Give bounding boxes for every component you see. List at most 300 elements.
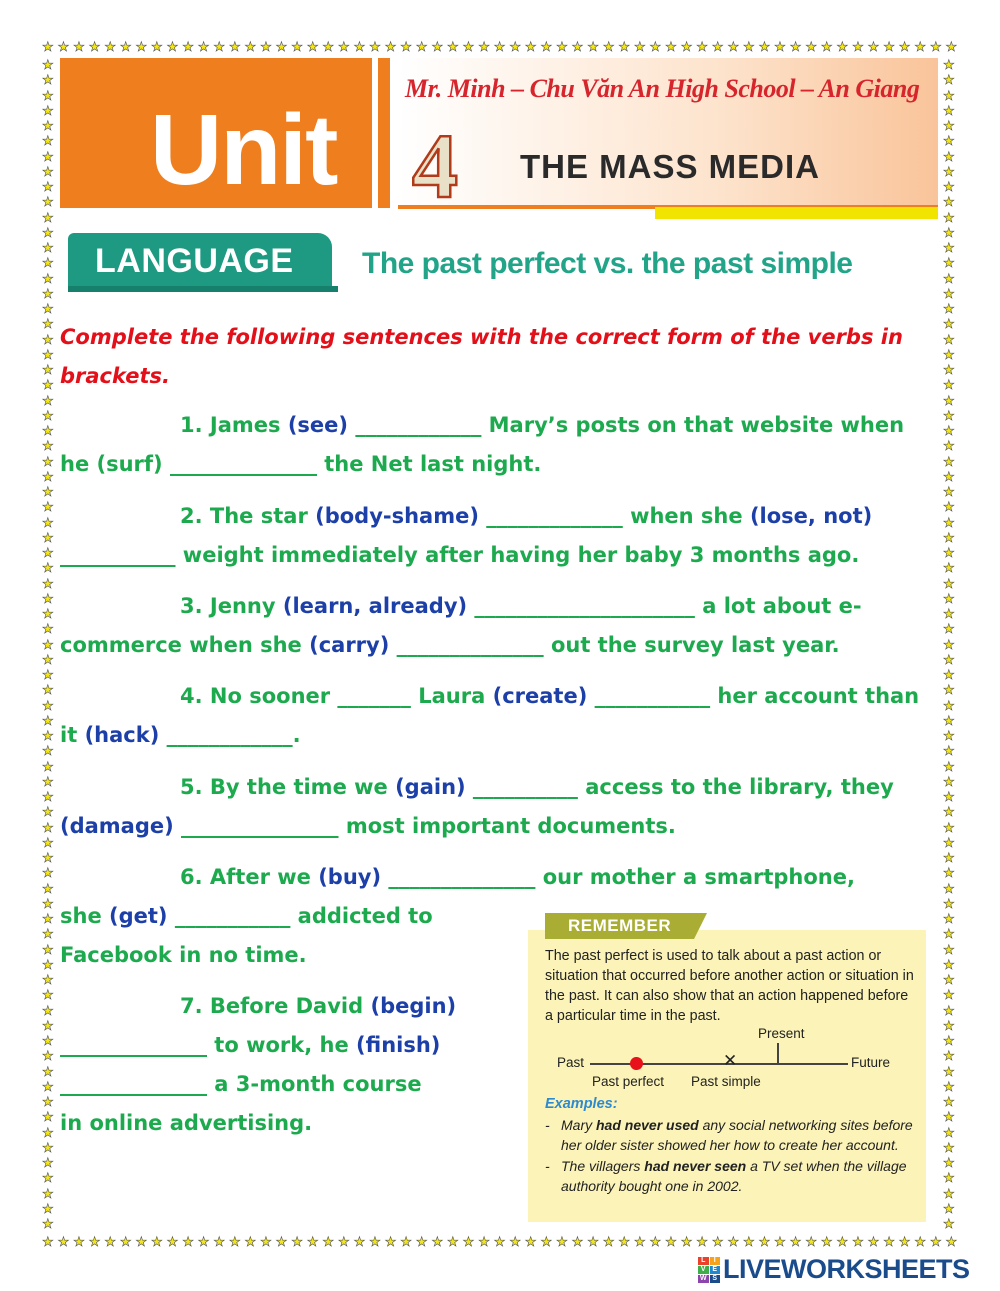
question-6: 6. After we (buy) ______________ our mother a smartphone, she (get) ___________ addicted to Facebook in no time. xyxy=(60,865,855,967)
star-icon: ★ xyxy=(509,1234,521,1249)
example-2: - The villagers had never seen a TV set when the village authority bought one in 2002. xyxy=(545,1158,907,1194)
star-icon: ★ xyxy=(42,285,54,301)
star-icon: ★ xyxy=(42,728,54,743)
star-icon: ★ xyxy=(42,773,54,789)
star-icon: ★ xyxy=(431,1234,444,1249)
star-icon: ★ xyxy=(42,423,54,438)
star-icon: ★ xyxy=(943,545,955,560)
star-icon: ★ xyxy=(42,468,54,484)
star-icon: ★ xyxy=(197,39,210,54)
star-icon: ★ xyxy=(42,453,54,469)
star-icon: ★ xyxy=(447,39,459,54)
star-icon: ★ xyxy=(228,1234,241,1249)
star-icon: ★ xyxy=(820,1234,833,1249)
timeline-axis xyxy=(590,1063,848,1065)
star-icon: ★ xyxy=(337,1234,350,1249)
star-icon: ★ xyxy=(556,1234,568,1249)
star-icon: ★ xyxy=(943,972,955,987)
star-icon: ★ xyxy=(322,39,335,54)
star-icon: ★ xyxy=(696,1234,708,1249)
star-icon: ★ xyxy=(943,575,955,591)
star-icon: ★ xyxy=(322,1234,335,1249)
examples-list xyxy=(545,1116,920,1198)
star-icon: ★ xyxy=(943,179,955,194)
star-icon: ★ xyxy=(431,39,444,54)
star-icon: ★ xyxy=(943,987,955,1003)
star-icon: ★ xyxy=(42,1063,54,1079)
star-icon: ★ xyxy=(743,1234,755,1249)
star-icon: ★ xyxy=(42,651,54,667)
star-icon: ★ xyxy=(943,1155,955,1170)
timeline-future-label: Future xyxy=(851,1055,891,1070)
star-icon: ★ xyxy=(42,987,54,1003)
star-icon: ★ xyxy=(42,926,54,942)
star-icon: ★ xyxy=(42,895,54,911)
star-icon: ★ xyxy=(945,39,958,54)
star-icon: ★ xyxy=(42,377,54,393)
star-icon: ★ xyxy=(42,133,54,149)
star-icon: ★ xyxy=(867,1234,880,1249)
timeline-past-perfect-dot xyxy=(630,1057,643,1070)
star-icon: ★ xyxy=(943,1200,955,1216)
star-icon: ★ xyxy=(943,850,955,865)
timeline-past-simple-mark: ✕ xyxy=(723,1051,738,1071)
star-icon: ★ xyxy=(587,39,599,54)
star-icon: ★ xyxy=(943,697,955,713)
star-icon: ★ xyxy=(42,636,54,652)
star-icon: ★ xyxy=(42,407,54,423)
star-icon: ★ xyxy=(883,1234,895,1249)
star-icon: ★ xyxy=(943,118,955,133)
star-icon: ★ xyxy=(680,1234,693,1249)
timeline-present-label: Present xyxy=(758,1026,805,1041)
star-icon: ★ xyxy=(680,39,693,54)
star-icon: ★ xyxy=(943,911,955,926)
star-icon: ★ xyxy=(353,39,366,54)
star-icon: ★ xyxy=(42,362,54,377)
star-icon: ★ xyxy=(943,834,955,850)
star-icon: ★ xyxy=(337,39,350,54)
star-icon: ★ xyxy=(943,1048,955,1064)
star-icon: ★ xyxy=(462,1234,475,1249)
star-icon: ★ xyxy=(836,39,849,54)
star-icon: ★ xyxy=(943,87,955,103)
star-icon: ★ xyxy=(943,1185,955,1201)
star-icon: ★ xyxy=(943,956,955,972)
star-icon: ★ xyxy=(42,255,54,271)
star-icon: ★ xyxy=(943,880,955,896)
star-icon: ★ xyxy=(42,590,54,606)
section-tab-base xyxy=(68,286,338,292)
star-icon: ★ xyxy=(943,667,955,682)
star-icon: ★ xyxy=(758,39,771,54)
star-icon: ★ xyxy=(711,1234,724,1249)
star-icon: ★ xyxy=(42,102,54,118)
star-icon: ★ xyxy=(119,1234,132,1249)
star-icon: ★ xyxy=(758,1234,771,1249)
star-icon: ★ xyxy=(898,1234,911,1249)
star-icon: ★ xyxy=(943,1063,955,1079)
star-icon: ★ xyxy=(384,39,397,54)
star-icon: ★ xyxy=(57,1234,70,1249)
star-icon: ★ xyxy=(42,1002,54,1018)
star-icon: ★ xyxy=(943,682,955,698)
star-icon: ★ xyxy=(42,148,54,164)
star-icon: ★ xyxy=(805,1234,817,1249)
star-icon: ★ xyxy=(943,728,955,743)
star-border-bottom xyxy=(42,1235,958,1248)
star-icon: ★ xyxy=(943,514,955,530)
timeline-past-simple-label: Past simple xyxy=(691,1074,761,1089)
star-icon: ★ xyxy=(943,758,955,774)
star-icon: ★ xyxy=(400,1234,412,1249)
question-5: 5. By the time we (gain) __________ access to the library, they (damage) _______________ most important documents. xyxy=(60,775,894,838)
question-4: 4. No sooner _______ Laura (create) ___________ her account than it (hack) ____________. xyxy=(60,684,920,747)
star-icon: ★ xyxy=(42,72,54,88)
star-icon: ★ xyxy=(743,39,755,54)
star-icon: ★ xyxy=(88,1234,101,1249)
star-icon: ★ xyxy=(42,57,54,72)
star-icon: ★ xyxy=(943,209,955,225)
question-7: 7. Before David (begin) ______________ to work, he (finish) ______________ a 3-month course in online advertising. xyxy=(60,994,457,1135)
star-icon: ★ xyxy=(587,1234,599,1249)
star-icon: ★ xyxy=(42,1033,54,1048)
star-icon: ★ xyxy=(182,39,194,54)
star-icon: ★ xyxy=(478,39,490,54)
star-icon: ★ xyxy=(943,1170,955,1186)
star-icon: ★ xyxy=(42,804,54,820)
star-icon: ★ xyxy=(493,39,506,54)
star-icon: ★ xyxy=(943,285,955,301)
star-icon: ★ xyxy=(42,789,54,804)
star-icon: ★ xyxy=(42,301,54,316)
star-icon: ★ xyxy=(602,1234,615,1249)
star-icon: ★ xyxy=(42,682,54,698)
star-icon: ★ xyxy=(943,270,955,286)
star-icon: ★ xyxy=(42,1216,54,1231)
star-icon: ★ xyxy=(42,575,54,591)
star-icon: ★ xyxy=(42,819,54,835)
section-tab-label: LANGUAGE xyxy=(95,242,294,280)
star-icon: ★ xyxy=(943,194,955,210)
star-icon: ★ xyxy=(42,224,54,240)
star-icon: ★ xyxy=(478,1234,490,1249)
star-icon: ★ xyxy=(789,39,802,54)
star-icon: ★ xyxy=(943,407,955,423)
star-icon: ★ xyxy=(42,1155,54,1170)
star-icon: ★ xyxy=(42,163,54,179)
star-icon: ★ xyxy=(943,1033,955,1048)
star-icon: ★ xyxy=(306,1234,319,1249)
star-icon: ★ xyxy=(945,1234,958,1249)
star-icon: ★ xyxy=(42,331,54,347)
star-icon: ★ xyxy=(275,1234,288,1249)
star-icon: ★ xyxy=(509,39,521,54)
star-icon: ★ xyxy=(213,1234,226,1249)
star-icon: ★ xyxy=(711,39,724,54)
star-icon: ★ xyxy=(789,1234,802,1249)
star-icon: ★ xyxy=(447,1234,459,1249)
star-icon: ★ xyxy=(943,819,955,835)
star-icon: ★ xyxy=(943,301,955,316)
star-icon: ★ xyxy=(42,316,54,332)
star-icon: ★ xyxy=(353,1234,366,1249)
star-icon: ★ xyxy=(42,758,54,774)
star-icon: ★ xyxy=(42,712,54,728)
example-1: - Mary had never used any social networking sites before her older sister showed her how to create her account. xyxy=(545,1117,913,1153)
star-icon: ★ xyxy=(943,606,955,621)
star-icon: ★ xyxy=(665,39,677,54)
star-icon: ★ xyxy=(42,621,54,637)
star-icon: ★ xyxy=(571,1234,584,1249)
timeline-present-tick xyxy=(777,1043,779,1064)
star-icon: ★ xyxy=(943,1078,955,1094)
star-icon: ★ xyxy=(943,865,955,881)
star-icon: ★ xyxy=(943,804,955,820)
star-icon: ★ xyxy=(943,621,955,637)
star-icon: ★ xyxy=(151,1234,163,1249)
star-icon: ★ xyxy=(42,1185,54,1201)
star-icon: ★ xyxy=(633,39,646,54)
star-icon: ★ xyxy=(943,240,955,255)
star-border-left xyxy=(42,58,54,1230)
star-icon: ★ xyxy=(943,224,955,240)
star-icon: ★ xyxy=(151,39,163,54)
star-icon: ★ xyxy=(42,514,54,530)
liveworksheets-logo[interactable] xyxy=(698,1254,970,1285)
star-icon: ★ xyxy=(943,133,955,149)
star-icon: ★ xyxy=(166,1234,179,1249)
star-icon: ★ xyxy=(943,1002,955,1018)
star-icon: ★ xyxy=(73,1234,85,1249)
star-icon: ★ xyxy=(42,438,54,454)
star-icon: ★ xyxy=(42,697,54,713)
star-icon: ★ xyxy=(836,1234,849,1249)
liveworksheets-brand: LIVEWORKSHEETS xyxy=(723,1254,970,1284)
star-icon: ★ xyxy=(633,1234,646,1249)
star-icon: ★ xyxy=(42,865,54,881)
star-icon: ★ xyxy=(943,636,955,652)
star-icon: ★ xyxy=(42,270,54,286)
timeline-past-perfect-label: Past perfect xyxy=(592,1074,665,1089)
star-icon: ★ xyxy=(943,484,955,499)
star-icon: ★ xyxy=(135,39,148,54)
star-icon: ★ xyxy=(665,1234,677,1249)
star-icon: ★ xyxy=(943,1139,955,1155)
star-icon: ★ xyxy=(618,39,631,54)
banner-divider xyxy=(372,58,378,208)
star-icon: ★ xyxy=(524,1234,537,1249)
star-icon: ★ xyxy=(42,1094,54,1109)
star-icon: ★ xyxy=(306,39,319,54)
star-icon: ★ xyxy=(943,651,955,667)
star-icon: ★ xyxy=(774,39,786,54)
star-icon: ★ xyxy=(774,1234,786,1249)
star-icon: ★ xyxy=(943,560,955,576)
star-icon: ★ xyxy=(943,392,955,408)
star-icon: ★ xyxy=(42,529,54,545)
star-icon: ★ xyxy=(943,438,955,454)
star-icon: ★ xyxy=(602,39,615,54)
star-icon: ★ xyxy=(415,1234,428,1249)
star-icon: ★ xyxy=(820,39,833,54)
star-icon: ★ xyxy=(943,499,955,515)
star-icon: ★ xyxy=(42,484,54,499)
star-icon: ★ xyxy=(649,39,662,54)
star-icon: ★ xyxy=(182,1234,194,1249)
star-icon: ★ xyxy=(42,606,54,621)
star-icon: ★ xyxy=(914,1234,927,1249)
star-icon: ★ xyxy=(42,499,54,515)
star-icon: ★ xyxy=(883,39,895,54)
star-icon: ★ xyxy=(914,39,927,54)
star-icon: ★ xyxy=(42,1048,54,1064)
star-icon: ★ xyxy=(42,911,54,926)
star-icon: ★ xyxy=(42,1200,54,1216)
star-icon: ★ xyxy=(42,1109,54,1125)
star-icon: ★ xyxy=(571,39,584,54)
star-icon: ★ xyxy=(943,377,955,393)
instruction: Complete the following sentences with the correct form of the verbs in brackets. xyxy=(60,325,903,388)
star-icon: ★ xyxy=(42,87,54,103)
star-icon: ★ xyxy=(42,545,54,560)
star-icon: ★ xyxy=(540,39,553,54)
star-icon: ★ xyxy=(42,1234,54,1249)
star-icon: ★ xyxy=(649,1234,662,1249)
star-icon: ★ xyxy=(943,1124,955,1140)
star-icon: ★ xyxy=(291,1234,303,1249)
star-icon: ★ xyxy=(42,880,54,896)
star-icon: ★ xyxy=(943,773,955,789)
star-icon: ★ xyxy=(943,743,955,759)
star-icon: ★ xyxy=(943,590,955,606)
unit-word: Unit xyxy=(150,94,337,206)
star-icon: ★ xyxy=(943,331,955,347)
star-icon: ★ xyxy=(943,468,955,484)
star-icon: ★ xyxy=(943,1094,955,1109)
star-icon: ★ xyxy=(42,179,54,194)
star-icon: ★ xyxy=(228,39,241,54)
star-icon: ★ xyxy=(197,1234,210,1249)
star-icon: ★ xyxy=(42,118,54,133)
author-line: Mr. Minh – Chu Văn An High School – An Giang xyxy=(405,74,920,103)
star-icon: ★ xyxy=(135,1234,148,1249)
unit-number: 4 xyxy=(412,115,458,217)
star-icon: ★ xyxy=(244,39,257,54)
star-icon: ★ xyxy=(42,667,54,682)
star-icon: ★ xyxy=(73,39,85,54)
star-icon: ★ xyxy=(400,39,412,54)
star-icon: ★ xyxy=(42,1017,54,1033)
banner-highlight-bar xyxy=(655,207,938,219)
star-icon: ★ xyxy=(384,1234,397,1249)
star-icon: ★ xyxy=(42,850,54,865)
star-icon: ★ xyxy=(244,1234,257,1249)
star-icon: ★ xyxy=(852,39,864,54)
liveworksheets-icon: L I V E W S xyxy=(698,1257,720,1283)
star-icon: ★ xyxy=(42,209,54,225)
star-icon: ★ xyxy=(727,39,740,54)
star-icon: ★ xyxy=(42,1078,54,1094)
star-icon: ★ xyxy=(42,1124,54,1140)
star-icon: ★ xyxy=(727,1234,740,1249)
star-icon: ★ xyxy=(943,895,955,911)
star-icon: ★ xyxy=(42,194,54,210)
star-icon: ★ xyxy=(943,1109,955,1125)
star-icon: ★ xyxy=(88,39,101,54)
star-icon: ★ xyxy=(493,1234,506,1249)
unit-title: THE MASS MEDIA xyxy=(520,148,821,185)
star-icon: ★ xyxy=(275,39,288,54)
examples-title: Examples: xyxy=(545,1096,618,1112)
star-icon: ★ xyxy=(943,789,955,804)
star-icon: ★ xyxy=(943,362,955,377)
star-icon: ★ xyxy=(943,1017,955,1033)
star-icon: ★ xyxy=(618,1234,631,1249)
star-icon: ★ xyxy=(42,972,54,987)
star-icon: ★ xyxy=(42,743,54,759)
star-icon: ★ xyxy=(42,39,54,54)
star-icon: ★ xyxy=(943,102,955,118)
star-icon: ★ xyxy=(943,72,955,88)
star-icon: ★ xyxy=(119,39,132,54)
question-2: 2. The star (body-shame) _____________ when she (lose, not) ___________ weight immediately after having her baby 3 months ago. xyxy=(60,504,873,567)
star-icon: ★ xyxy=(42,956,54,972)
star-icon: ★ xyxy=(556,39,568,54)
star-icon: ★ xyxy=(57,39,70,54)
star-icon: ★ xyxy=(943,453,955,469)
star-icon: ★ xyxy=(943,529,955,545)
star-icon: ★ xyxy=(943,941,955,957)
star-icon: ★ xyxy=(943,423,955,438)
star-icon: ★ xyxy=(213,39,226,54)
timeline-past-label: Past xyxy=(557,1055,585,1070)
remember-text: The past perfect is used to talk about a past action or situation that occurred before another action or situation in the past. It can also show that an action happened before a particular time in the past. xyxy=(545,948,914,1024)
star-icon: ★ xyxy=(929,39,942,54)
star-icon: ★ xyxy=(943,712,955,728)
star-icon: ★ xyxy=(166,39,179,54)
star-icon: ★ xyxy=(291,39,303,54)
star-icon: ★ xyxy=(104,39,116,54)
star-icon: ★ xyxy=(42,346,54,362)
star-icon: ★ xyxy=(524,39,537,54)
section-subtitle: The past perfect vs. the past simple xyxy=(362,247,853,280)
star-icon: ★ xyxy=(898,39,911,54)
star-icon: ★ xyxy=(369,39,381,54)
star-icon: ★ xyxy=(867,39,880,54)
star-icon: ★ xyxy=(852,1234,864,1249)
star-icon: ★ xyxy=(943,1216,955,1231)
star-icon: ★ xyxy=(943,346,955,362)
star-icon: ★ xyxy=(943,163,955,179)
star-icon: ★ xyxy=(540,1234,553,1249)
star-icon: ★ xyxy=(42,834,54,850)
star-border-right xyxy=(943,58,955,1230)
star-icon: ★ xyxy=(943,316,955,332)
star-icon: ★ xyxy=(943,926,955,942)
star-icon: ★ xyxy=(104,1234,116,1249)
question-3: 3. Jenny (learn, already) _____________________ a lot about e-commerce when she (carry) ______________ out the survey last year. xyxy=(60,594,862,657)
star-icon: ★ xyxy=(943,148,955,164)
star-icon: ★ xyxy=(260,39,272,54)
star-icon: ★ xyxy=(929,1234,942,1249)
star-icon: ★ xyxy=(42,560,54,576)
star-border-top xyxy=(42,40,958,53)
remember-tab-label: REMEMBER xyxy=(568,916,672,935)
star-icon: ★ xyxy=(42,240,54,255)
star-icon: ★ xyxy=(260,1234,272,1249)
star-icon: ★ xyxy=(415,39,428,54)
